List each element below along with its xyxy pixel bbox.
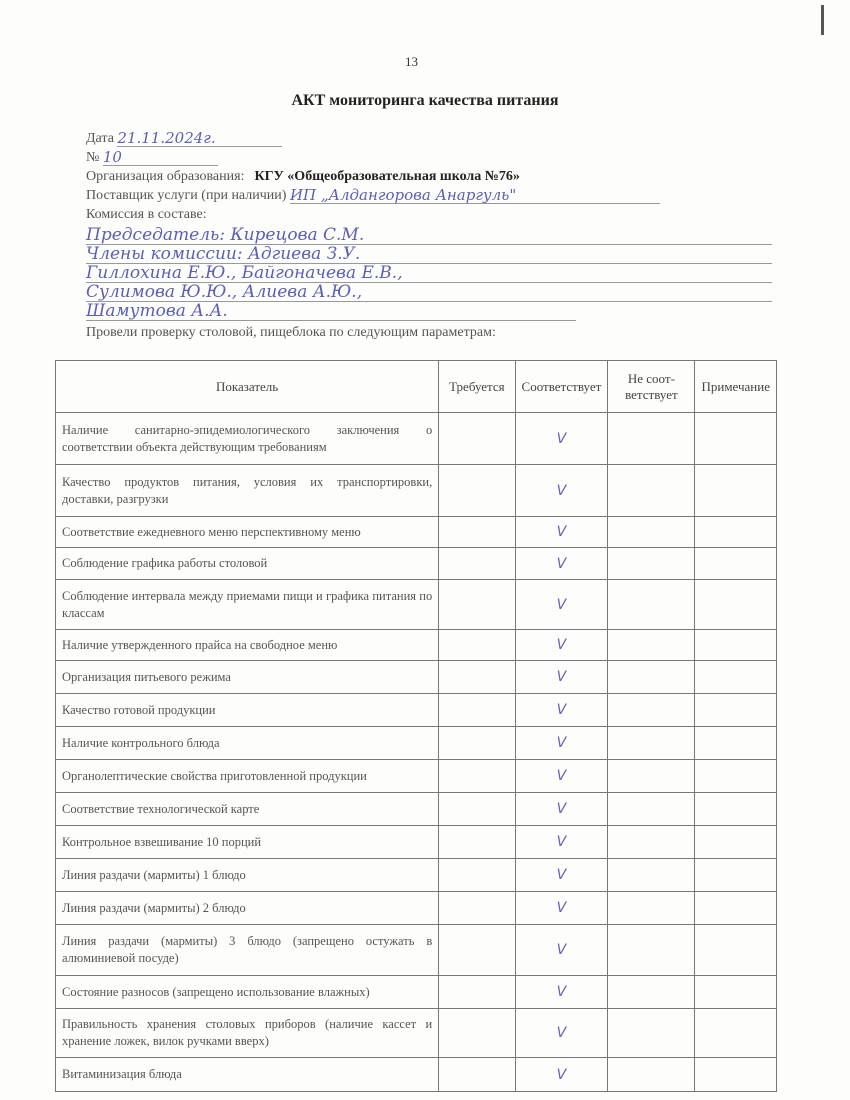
indicator-cell: Органолептические свойства приготовленной продукции [56, 760, 439, 793]
indicator-cell: Качество готовой продукции [56, 694, 439, 727]
indicator-cell: Витаминизация блюда [56, 1058, 439, 1092]
table-row [56, 859, 777, 892]
note-cell [695, 548, 777, 580]
compliant-cell: V [515, 826, 608, 859]
noncompliant-cell [608, 630, 695, 661]
compliant-cell: V [515, 892, 608, 925]
note-cell [695, 727, 777, 760]
table-row [56, 661, 777, 694]
commission-line: Гиллохина Е.Ю., Байгоначева Е.В., [86, 264, 772, 283]
table-row [56, 548, 777, 580]
compliant-cell: V [515, 661, 608, 694]
table-header-row [56, 361, 777, 413]
compliant-cell: V [515, 859, 608, 892]
number-label: № [86, 150, 100, 165]
indicator-cell: Организация питьевого режима [56, 661, 439, 694]
note-cell [695, 1058, 777, 1092]
noncompliant-cell [608, 1058, 695, 1092]
compliant-cell: V [515, 465, 608, 517]
note-cell [695, 826, 777, 859]
table-row [56, 826, 777, 859]
commission-line: Шамутова А.А. [86, 302, 576, 321]
required-cell [439, 976, 515, 1009]
note-cell [695, 413, 777, 465]
noncompliant-cell [608, 727, 695, 760]
header-required: Требуется [439, 361, 515, 413]
table-row [56, 630, 777, 661]
indicator-cell: Линия раздачи (мармиты) 2 блюдо [56, 892, 439, 925]
required-cell [439, 826, 515, 859]
noncompliant-cell [608, 859, 695, 892]
commission-line: Члены комиссии: Адгиева З.У. [86, 245, 772, 264]
noncompliant-cell [608, 826, 695, 859]
indicator-cell: Наличие санитарно-эпидемиологического заключения о соответствии объекта действующим требованиям [56, 413, 439, 465]
required-cell [439, 892, 515, 925]
compliant-cell: V [515, 630, 608, 661]
compliant-cell: V [515, 925, 608, 976]
indicator-cell: Линия раздачи (мармиты) 3 блюдо (запрещено остужать в алюминиевой посуде) [56, 925, 439, 976]
required-cell [439, 580, 515, 630]
noncompliant-cell [608, 760, 695, 793]
supplier-value: ИП „Алдангорова Анаргуль" [290, 187, 660, 204]
required-cell [439, 925, 515, 976]
header-noncompliant: Не соот-ветствует [608, 361, 695, 413]
noncompliant-cell [608, 925, 695, 976]
table-row [56, 517, 777, 548]
org-label: Организация образования: [86, 169, 245, 184]
compliant-cell: V [515, 548, 608, 580]
compliant-cell: V [515, 694, 608, 727]
table-row [56, 580, 777, 630]
note-cell [695, 517, 777, 548]
noncompliant-cell [608, 517, 695, 548]
table-row [56, 892, 777, 925]
indicator-cell: Соответствие технологической карте [56, 793, 439, 826]
noncompliant-cell [608, 661, 695, 694]
indicator-cell: Соответствие ежедневного меню перспективному меню [56, 517, 439, 548]
note-cell [695, 465, 777, 517]
number-line [86, 149, 218, 167]
supplier-label: Поставщик услуги (при наличии) [86, 188, 287, 203]
compliant-cell: V [515, 1058, 608, 1092]
table-row [56, 1009, 777, 1058]
noncompliant-cell [608, 413, 695, 465]
note-cell [695, 859, 777, 892]
note-cell [695, 580, 777, 630]
compliant-cell: V [515, 1009, 608, 1058]
org-line [86, 168, 520, 186]
document-title: АКТ мониторинга качества питания [291, 92, 559, 109]
table-row [56, 465, 777, 517]
required-cell [439, 1009, 515, 1058]
required-cell [439, 630, 515, 661]
number-value: 10 [103, 149, 218, 166]
compliant-cell: V [515, 517, 608, 548]
noncompliant-cell [608, 892, 695, 925]
noncompliant-cell [608, 465, 695, 517]
note-cell [695, 892, 777, 925]
required-cell [439, 760, 515, 793]
monitoring-table [55, 360, 777, 1092]
note-cell [695, 925, 777, 976]
note-cell [695, 630, 777, 661]
date-value: 21.11.2024г. [117, 130, 282, 147]
commission-label: Комиссия в составе: [86, 207, 207, 222]
page-number: 13 [405, 54, 418, 69]
header-compliant: Соответствует [515, 361, 608, 413]
header-note: Примечание [695, 361, 777, 413]
required-cell [439, 517, 515, 548]
note-cell [695, 976, 777, 1009]
noncompliant-cell [608, 976, 695, 1009]
table-row [56, 727, 777, 760]
table-row [56, 694, 777, 727]
required-cell [439, 1058, 515, 1092]
table-row [56, 413, 777, 465]
note-cell [695, 1009, 777, 1058]
indicator-cell: Линия раздачи (мармиты) 1 блюдо [56, 859, 439, 892]
required-cell [439, 413, 515, 465]
note-cell [695, 661, 777, 694]
table-row [56, 976, 777, 1009]
intro-text: Провели проверку столовой, пищеблока по следующим параметрам: [86, 325, 496, 340]
table-row [56, 1058, 777, 1092]
scan-edge-mark [821, 5, 824, 35]
compliant-cell: V [515, 580, 608, 630]
commission-line: Сулимова Ю.Ю., Алиева А.Ю., [86, 283, 772, 302]
required-cell [439, 661, 515, 694]
date-label: Дата [86, 131, 114, 146]
indicator-cell: Наличие утвержденного прайса на свободное меню [56, 630, 439, 661]
indicator-cell: Соблюдение графика работы столовой [56, 548, 439, 580]
supplier-line [86, 187, 660, 205]
commission-line: Председатель: Кирецова С.М. [86, 226, 772, 245]
required-cell [439, 548, 515, 580]
noncompliant-cell [608, 548, 695, 580]
indicator-cell: Правильность хранения столовых приборов (наличие кассет и хранение ложек, вилок ручками вверх) [56, 1009, 439, 1058]
table-row [56, 760, 777, 793]
date-line [86, 130, 282, 148]
compliant-cell: V [515, 727, 608, 760]
indicator-cell: Контрольное взвешивание 10 порций [56, 826, 439, 859]
noncompliant-cell [608, 694, 695, 727]
compliant-cell: V [515, 413, 608, 465]
noncompliant-cell [608, 1009, 695, 1058]
table-row [56, 925, 777, 976]
required-cell [439, 465, 515, 517]
compliant-cell: V [515, 760, 608, 793]
required-cell [439, 793, 515, 826]
noncompliant-cell [608, 580, 695, 630]
required-cell [439, 859, 515, 892]
header-indicator: Показатель [56, 361, 439, 413]
indicator-cell: Наличие контрольного блюда [56, 727, 439, 760]
org-value: КГУ «Общеобразовательная школа №76» [254, 169, 520, 184]
required-cell [439, 727, 515, 760]
note-cell [695, 760, 777, 793]
noncompliant-cell [608, 793, 695, 826]
indicator-cell: Соблюдение интервала между приемами пищи и графика питания по классам [56, 580, 439, 630]
required-cell [439, 694, 515, 727]
note-cell [695, 694, 777, 727]
compliant-cell: V [515, 976, 608, 1009]
compliant-cell: V [515, 793, 608, 826]
note-cell [695, 793, 777, 826]
indicator-cell: Качество продуктов питания, условия их транспортировки, доставки, разгрузки [56, 465, 439, 517]
table-row [56, 793, 777, 826]
indicator-cell: Состояние разносов (запрещено использование влажных) [56, 976, 439, 1009]
